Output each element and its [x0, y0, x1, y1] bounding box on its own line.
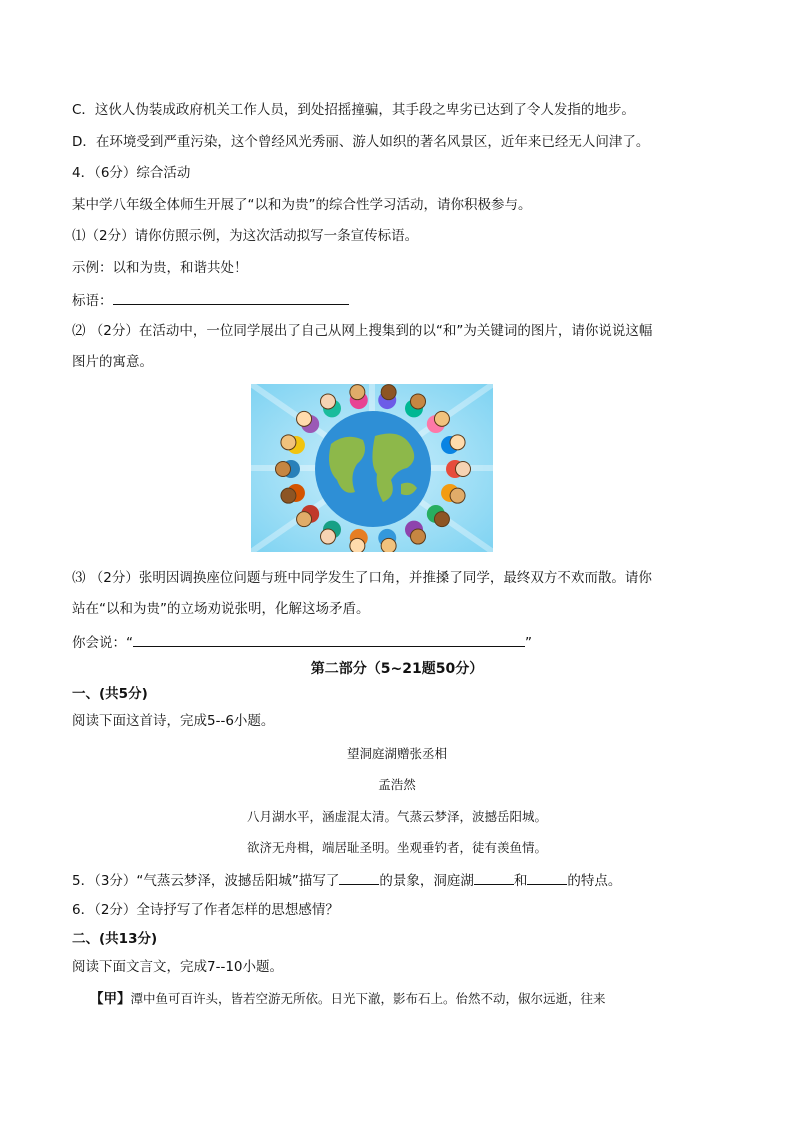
child-head [450, 435, 465, 450]
child-head [276, 462, 291, 477]
option-c: C．这伙人伪装成政府机关工作人员，到处招摇撞骗，其手段之卑劣已达到了令人发指的地步。 [72, 102, 635, 118]
child-head [411, 529, 426, 544]
child-head [297, 411, 312, 426]
slogan-answer-row [72, 290, 349, 310]
question-5-blank-2[interactable] [474, 870, 514, 885]
speech-answer-row [72, 632, 532, 652]
question-6: 6．（2分）全诗抒写了作者怎样的思想感情？ [72, 902, 339, 918]
child-head [281, 435, 296, 450]
child-head [411, 394, 426, 409]
poem-line-2: 欲济无舟楫，端居耻圣明。坐观垂钓者，徒有羡鱼情。 [246, 840, 547, 855]
question-4-intro: 某中学八年级全体师生开展了“以和为贵”的综合性学习活动，请你积极参与。 [72, 197, 532, 213]
question-5-part-a: 5．（3分）“气蒸云梦泽，波撼岳阳城”描写了 [72, 873, 340, 889]
child-head [450, 488, 465, 503]
child-head [381, 385, 396, 400]
option-d: D．在环境受到严重污染，这个曾经风光秀丽、游人如织的著名风景区，近年来已经无人问津了。 [72, 134, 650, 150]
harmony-globe-image [251, 384, 493, 552]
section-one-intro: 阅读下面这首诗，完成5--6小题。 [72, 713, 275, 729]
child-head [350, 538, 365, 552]
slogan-label: 标语： [72, 293, 113, 309]
passage-jia-label: 【甲】 [90, 991, 131, 1007]
slogan-answer-blank[interactable] [113, 290, 349, 305]
section-two-intro: 阅读下面文言文，完成7--10小题。 [72, 959, 284, 975]
child-head [456, 462, 471, 477]
question-5-part-b: 的景象，洞庭湖 [379, 873, 474, 889]
passage-jia-text: 潭中鱼可百许头，皆若空游无所依。日光下澈，影布石上。佁然不动，俶尔远逝，往来 [130, 991, 606, 1006]
speech-answer-blank[interactable] [133, 632, 525, 647]
poem-line-1: 八月湖水平，涵虚混太清。气蒸云梦泽，波撼岳阳城。 [246, 809, 547, 824]
child-head [321, 394, 336, 409]
poem-author: 孟浩然 [378, 777, 416, 792]
question-5-part-d: 的特点。 [567, 873, 622, 889]
passage-jia [90, 990, 606, 1008]
section-two-title: 二、(共13分) [72, 931, 158, 947]
child-head [281, 488, 296, 503]
child-head [297, 512, 312, 527]
question-4-1: ⑴（2分）请你仿照示例，为这次活动拟写一条宣传标语。 [72, 228, 419, 244]
child-head [321, 529, 336, 544]
poem-title: 望洞庭湖赠张丞相 [346, 746, 447, 761]
question-4-2-line2: 图片的寓意。 [72, 354, 153, 370]
question-5-blank-1[interactable] [339, 870, 379, 885]
child-head [434, 512, 449, 527]
section-one-title: 一、(共5分) [72, 686, 148, 702]
speech-close-quote: ” [525, 635, 532, 651]
question-5-part-c: 和 [513, 873, 528, 889]
slogan-example: 示例：以和为贵，和谐共处！ [72, 260, 248, 276]
question-4-3-line2: 站在“以和为贵”的立场劝说张明，化解这场矛盾。 [72, 601, 370, 617]
child-head [434, 411, 449, 426]
child-head [381, 538, 396, 552]
part-two-title: 第二部分（5~21题50分） [310, 661, 484, 677]
question-4-2-line1: ⑵ （2分）在活动中，一位同学展出了自己从网上搜集到的以“和”为关键词的图片，请你说说这幅 [72, 323, 653, 339]
child-head [350, 385, 365, 400]
question-4-title: 4．（6分）综合活动 [72, 165, 191, 181]
question-4-3-line1: ⑶ （2分）张明因调换座位问题与班中同学发生了口角，并推搡了同学，最终双方不欢而散。请你 [72, 570, 652, 586]
question-5 [72, 870, 621, 890]
question-5-blank-3[interactable] [527, 870, 567, 885]
speech-label: 你会说：“ [72, 635, 133, 651]
